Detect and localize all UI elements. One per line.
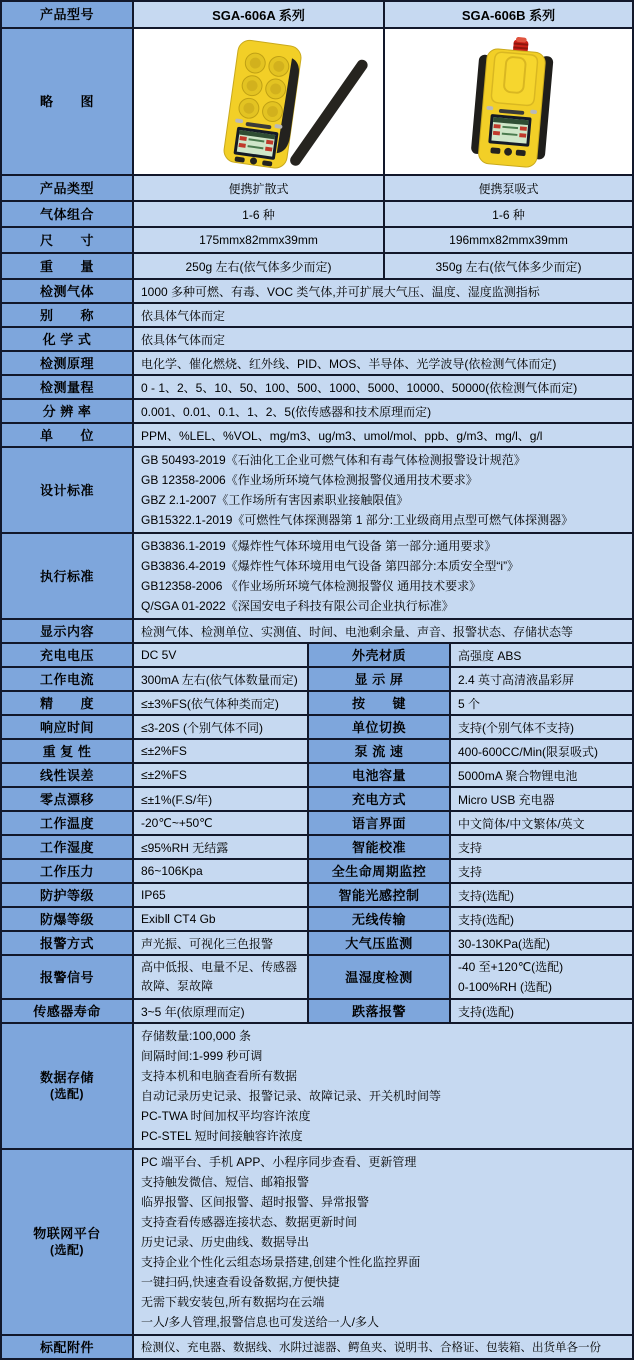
row-standard-accessories	[2, 1334, 632, 1358]
value-line: PC-STEL 短时间接触容许浓度	[141, 1129, 303, 1143]
value-line: 存储数量:100,000 条	[141, 1029, 252, 1043]
spec-label: 重 量	[2, 254, 132, 278]
spec-value: 检测仪、充电器、数据线、水阱过滤器、鳄鱼夹、说明书、合格证、包装箱、出货单各一份	[132, 1336, 632, 1358]
spec-label: 智能校准	[307, 836, 449, 858]
header-model-b: SGA-606B 系列	[383, 2, 632, 27]
spec-value: 高强度 ABS	[449, 644, 632, 666]
row-detection-range	[2, 374, 632, 398]
spec-label: 防护等级	[2, 884, 132, 906]
spec-value: DC 5V	[132, 644, 307, 666]
value-line: 历史记录、历史曲线、数据导出	[141, 1235, 310, 1249]
spec-label: 充电电压	[2, 644, 132, 666]
product-image-sga606a	[132, 29, 383, 174]
spec-value: 支持	[449, 860, 632, 882]
value-line: 支持触发微信、短信、邮箱报警	[141, 1175, 310, 1189]
row-alarm-signal	[2, 954, 632, 998]
row-product-model	[2, 2, 632, 27]
value-line: 临界报警、区间报警、超时报警、异常报警	[141, 1195, 370, 1209]
spec-value: Micro USB 充电器	[449, 788, 632, 810]
spec-label	[2, 1024, 132, 1148]
spec-label-line: 数据存储	[39, 1070, 94, 1085]
spec-value: 0 - 1、2、5、10、50、100、500、1000、5000、10000、50000(依检测气体而定)	[132, 376, 632, 398]
standard-line: GBZ 2.1-2007《工作场所有害因素职业接触限值》	[141, 493, 409, 507]
product-image-sga606b	[383, 29, 632, 174]
row-working-pressure	[2, 858, 632, 882]
row-executive-standards	[2, 532, 632, 618]
spec-value: 检测气体、检测单位、实测值、时间、电池剩余量、声音、报警状态、存储状态等	[132, 620, 632, 642]
spec-value-a: 175mmx82mmx39mm	[132, 228, 383, 252]
row-gas-combination	[2, 200, 632, 226]
spec-label: 产品类型	[2, 176, 132, 200]
row-alias	[2, 302, 632, 326]
spec-value-b: 350g 左右(依气体多少而定)	[383, 254, 632, 278]
value-line: -40 至+120℃(选配)	[458, 960, 564, 974]
value-line: 支持查看传感器连接状态、数据更新时间	[141, 1215, 358, 1229]
standard-line: GB 50493-2019《石油化工企业可燃气体和有毒气体检测报警设计规范》	[141, 453, 526, 467]
spec-label: 工作电流	[2, 668, 132, 690]
spec-label: 温湿度检测	[307, 956, 449, 998]
spec-value-a: 1-6 种	[132, 202, 383, 226]
value-line: 支持企业个性化云组态场景搭建,创建个性化监控界面	[141, 1255, 421, 1269]
spec-value: -20℃~+50℃	[132, 812, 307, 834]
spec-value: 400-600CC/Min(限泵吸式)	[449, 740, 632, 762]
spec-label: 报警信号	[2, 956, 132, 998]
value-line: 无需下载安装包,所有数据均在云端	[141, 1295, 325, 1309]
spec-value: 依具体气体而定	[132, 304, 632, 326]
row-product-type	[2, 174, 632, 200]
value-line: PC-TWA 时间加权平均容许浓度	[141, 1109, 311, 1123]
row-zero-drift	[2, 786, 632, 810]
spec-label: 电池容量	[307, 764, 449, 786]
sketch-label: 略 图	[2, 29, 132, 174]
spec-value: 电化学、催化燃烧、红外线、PID、MOS、半导体、光学波导(依检测气体而定)	[132, 352, 632, 374]
row-working-temperature	[2, 810, 632, 834]
row-resolution	[2, 398, 632, 422]
spec-label: 传感器寿命	[2, 1000, 132, 1022]
standard-line: GB3836.4-2019《爆炸性气体环境用电气设备 第四部分:本质安全型“i”》	[141, 559, 520, 573]
row-repeatability	[2, 738, 632, 762]
row-weight	[2, 252, 632, 278]
standard-line: Q/SGA 01-2022《深国安电子科技有限公司企业执行标准》	[141, 599, 454, 613]
spec-value: 0.001、0.01、0.1、1、2、5(依传感器和技术原理而定)	[132, 400, 632, 422]
spec-label: 线性误差	[2, 764, 132, 786]
value-line: 间隔时间:1-999 秒可调	[141, 1049, 263, 1063]
row-charging-voltage	[2, 642, 632, 666]
row-accuracy	[2, 690, 632, 714]
spec-label: 尺 寸	[2, 228, 132, 252]
row-sensor-life	[2, 998, 632, 1022]
spec-value: ≤95%RH 无结露	[132, 836, 307, 858]
spec-value: 支持	[449, 836, 632, 858]
row-data-storage	[2, 1022, 632, 1148]
row-display-content	[2, 618, 632, 642]
spec-value: ≤±3%FS(依气体种类而定)	[132, 692, 307, 714]
spec-label: 智能光感控制	[307, 884, 449, 906]
spec-label: 工作温度	[2, 812, 132, 834]
spec-label: 防爆等级	[2, 908, 132, 930]
spec-value: PPM、%LEL、%VOL、mg/m3、ug/m3、umol/mol、ppb、g/m3、mg/l、g/l	[132, 424, 632, 446]
row-dimensions	[2, 226, 632, 252]
spec-value: ≤±1%(F.S/年)	[132, 788, 307, 810]
spec-value-list	[449, 956, 632, 998]
spec-value: 支持(选配)	[449, 908, 632, 930]
spec-label: 跌落报警	[307, 1000, 449, 1022]
spec-label: 报警方式	[2, 932, 132, 954]
value-line: 一人/多人管理,报警信息也可发送给一人/多人	[141, 1315, 380, 1329]
spec-value: 5000mA 聚合物锂电池	[449, 764, 632, 786]
spec-value-list	[132, 1024, 632, 1148]
spec-value: 1000 多种可燃、有毒、VOC 类气体,并可扩展大气压、温度、湿度监测指标	[132, 280, 632, 302]
spec-value: 300mA 左右(依气体数量而定)	[132, 668, 307, 690]
header-label: 产品型号	[2, 2, 132, 27]
spec-value: 5 个	[449, 692, 632, 714]
standard-line: GB3836.1-2019《爆炸性气体环境用电气设备 第一部分:通用要求》	[141, 539, 497, 553]
spec-label: 化 学 式	[2, 328, 132, 350]
spec-value-b: 196mmx82mmx39mm	[383, 228, 632, 252]
spec-value: 声光振、可视化三色报警	[132, 932, 307, 954]
spec-value-a: 便携扩散式	[132, 176, 383, 200]
spec-label: 按 键	[307, 692, 449, 714]
row-linearity-error	[2, 762, 632, 786]
spec-label: 单位切换	[307, 716, 449, 738]
spec-label: 单 位	[2, 424, 132, 446]
row-protection-rating	[2, 882, 632, 906]
spec-label: 标配附件	[2, 1336, 132, 1358]
spec-label: 无线传输	[307, 908, 449, 930]
spec-value-list	[132, 534, 632, 618]
spec-label: 重 复 性	[2, 740, 132, 762]
spec-value: 高中低报、电量不足、传感器故障、泵故障	[132, 956, 307, 998]
row-design-standards	[2, 446, 632, 532]
spec-label-optional: (选配)	[50, 1087, 84, 1101]
row-explosion-proof-rating	[2, 906, 632, 930]
spec-label: 大气压监测	[307, 932, 449, 954]
value-line: 自动记录历史记录、报警记录、故障记录、开关机时间等	[141, 1089, 442, 1103]
value-line: 0-100%RH (选配)	[458, 980, 553, 994]
row-response-time	[2, 714, 632, 738]
spec-value: 依具体气体而定	[132, 328, 632, 350]
spec-label: 检测量程	[2, 376, 132, 398]
row-alarm-mode	[2, 930, 632, 954]
spec-label: 执行标准	[2, 534, 132, 618]
spec-label: 显示内容	[2, 620, 132, 642]
spec-label: 全生命周期监控	[307, 860, 449, 882]
row-working-humidity	[2, 834, 632, 858]
spec-label-line: 物联网平台	[33, 1226, 101, 1241]
spec-label: 泵 流 速	[307, 740, 449, 762]
spec-label: 设计标准	[2, 448, 132, 532]
spec-label: 充电方式	[307, 788, 449, 810]
standard-line: GB15322.1-2019《可燃性气体探测器第 1 部分:工业级商用点型可燃气体探测器》	[141, 513, 574, 527]
value-line: 一键扫码,快速查看设备数据,方便快捷	[141, 1275, 340, 1289]
row-iot-platform	[2, 1148, 632, 1334]
row-detection-principle	[2, 350, 632, 374]
row-detected-gases	[2, 278, 632, 302]
spec-label: 气体组合	[2, 202, 132, 226]
row-units	[2, 422, 632, 446]
spec-label: 语言界面	[307, 812, 449, 834]
spec-value: 中文简体/中文繁体/英文	[449, 812, 632, 834]
spec-label: 别 称	[2, 304, 132, 326]
spec-label: 精 度	[2, 692, 132, 714]
spec-label: 工作压力	[2, 860, 132, 882]
standard-line: GB 12358-2006《作业场所环境气体检测报警仪通用技术要求》	[141, 473, 478, 487]
spec-value-list	[132, 448, 632, 532]
spec-value: ≤±2%FS	[132, 764, 307, 786]
spec-label: 分 辨 率	[2, 400, 132, 422]
spec-value: 支持(个别气体不支持)	[449, 716, 632, 738]
spec-label: 外壳材质	[307, 644, 449, 666]
spec-label: 显 示 屏	[307, 668, 449, 690]
spec-value: 2.4 英寸高清液晶彩屏	[449, 668, 632, 690]
spec-label	[2, 1150, 132, 1334]
spec-value-a: 250g 左右(依气体多少而定)	[132, 254, 383, 278]
spec-label-optional: (选配)	[50, 1243, 84, 1257]
spec-value: ≤3-20S (个别气体不同)	[132, 716, 307, 738]
spec-label: 检测气体	[2, 280, 132, 302]
spec-value: 86~106Kpa	[132, 860, 307, 882]
spec-value: 30-130KPa(选配)	[449, 932, 632, 954]
spec-value-b: 便携泵吸式	[383, 176, 632, 200]
standard-line: GB12358-2006 《作业场所环境气体检测报警仪 通用技术要求》	[141, 579, 482, 593]
spec-value: 支持(选配)	[449, 1000, 632, 1022]
spec-value-b: 1-6 种	[383, 202, 632, 226]
spec-label: 零点漂移	[2, 788, 132, 810]
spec-label: 检测原理	[2, 352, 132, 374]
spec-value-list	[132, 1150, 632, 1334]
spec-value: ≤±2%FS	[132, 740, 307, 762]
value-line: 支持本机和电脑查看所有数据	[141, 1069, 298, 1083]
header-model-a: SGA-606A 系列	[132, 2, 383, 27]
row-chemical-formula	[2, 326, 632, 350]
spec-value: 支持(选配)	[449, 884, 632, 906]
spec-value: ExibⅡ CT4 Gb	[132, 908, 307, 930]
spec-label: 响应时间	[2, 716, 132, 738]
row-working-current	[2, 666, 632, 690]
spec-label: 工作湿度	[2, 836, 132, 858]
spec-value: IP65	[132, 884, 307, 906]
row-sketch	[2, 27, 632, 174]
spec-value: 3~5 年(依原理而定)	[132, 1000, 307, 1022]
value-line: PC 端平台、手机 APP、小程序同步查看、更新管理	[141, 1155, 417, 1169]
